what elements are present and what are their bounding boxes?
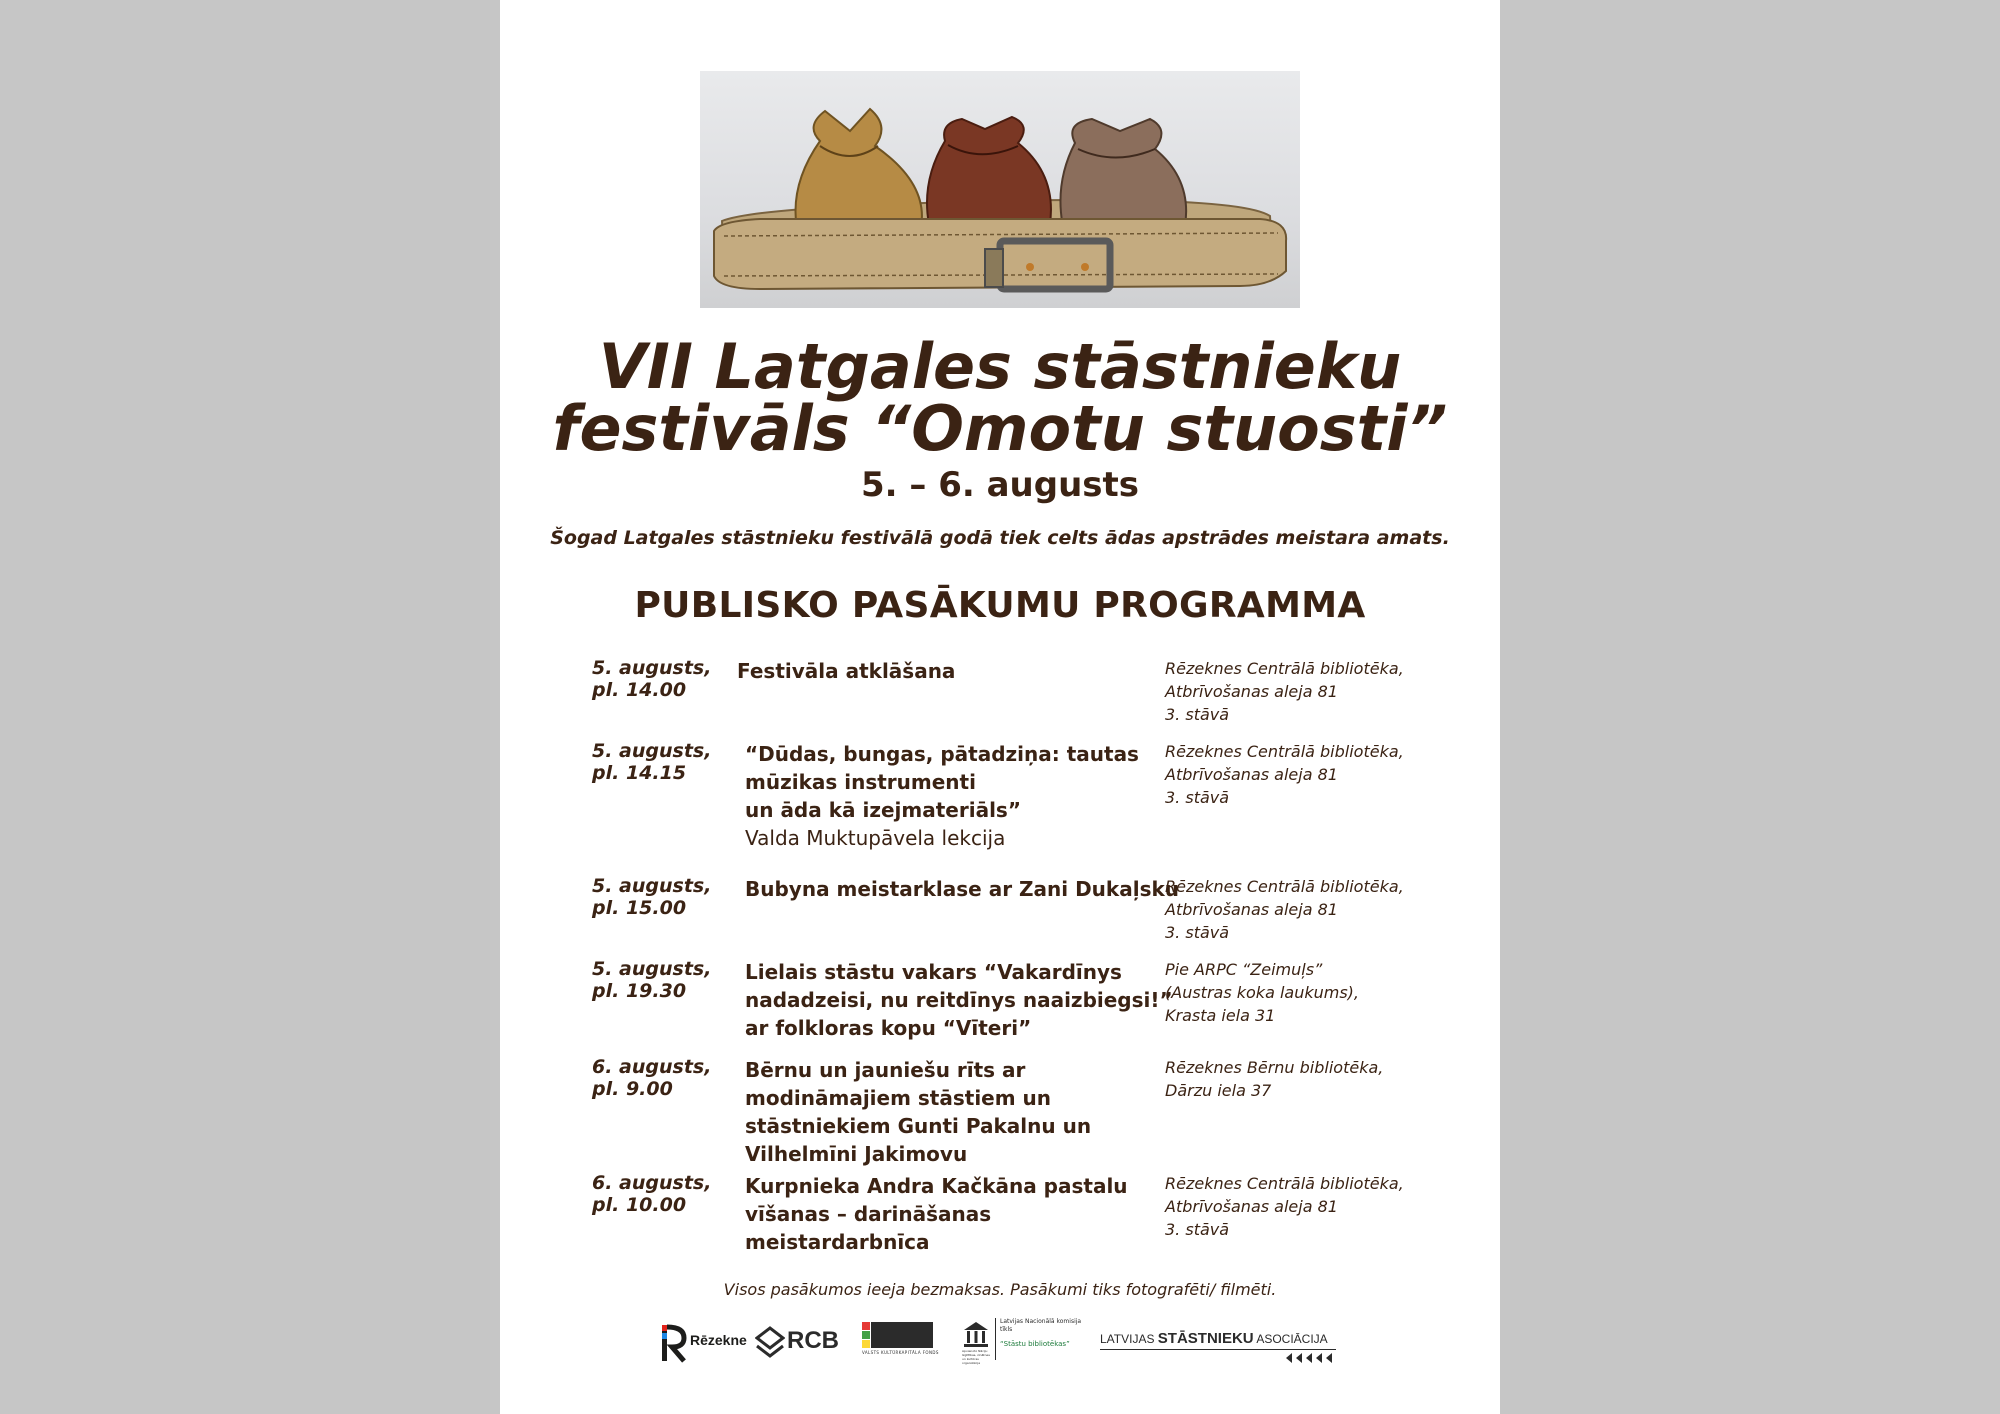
event-title-line: Bērnu un jauniešu rīts ar (745, 1058, 1026, 1082)
event-title (745, 958, 1173, 1042)
event-title (737, 657, 1137, 685)
rezekne-logo-text: Rēzekne (690, 1332, 747, 1348)
event-date-day: 5. augusts, (592, 657, 712, 679)
event-location-line: Atbrīvošanas aleja 81 (1165, 900, 1338, 919)
lsa-text-part: LATVIJAS (1100, 1332, 1158, 1346)
event-title (745, 1056, 1145, 1168)
rcb-logo-text: RCB (787, 1327, 839, 1354)
event-location-line: 3. stāvā (1165, 923, 1230, 942)
event-location-line: Rēzeknes Centrālā bibliotēka, (1165, 659, 1404, 678)
event-date-day: 6. augusts, (592, 1056, 712, 1078)
event-date (592, 1056, 712, 1100)
event-subtitle: Valda Muktupāvela lekcija (745, 826, 1006, 850)
event-date-day: 6. augusts, (592, 1172, 712, 1194)
event-title-line: nadadzeisi, nu reitdīnys naaizbiegsi!” (745, 988, 1173, 1012)
event-date-time: pl. 19.30 (592, 980, 687, 1002)
sponsor-logos (500, 1318, 1500, 1368)
event-title-line: un āda kā izejmateriāls” (745, 798, 1021, 822)
event-location-line: Dārzu iela 37 (1165, 1081, 1272, 1100)
event-location-line: Atbrīvošanas aleja 81 (1165, 1197, 1338, 1216)
unesco-logo (962, 1318, 1082, 1368)
unesco-text-line: tīkls (1000, 1326, 1013, 1333)
lsa-text-part: STĀSTNIEKU (1157, 1330, 1254, 1347)
event-date-day: 5. augusts, (592, 875, 712, 897)
unesco-text-line: “Stāstu bibliotēkas” (1000, 1340, 1070, 1348)
event-location-line: (Austras koka laukums), (1165, 983, 1359, 1002)
unesco-text-line: Latvijas Nacionālā komisija (1000, 1318, 1082, 1325)
event-location (1165, 958, 1465, 1027)
event-title-line: Festivāla atklāšana (737, 659, 956, 683)
rezekne-logo (660, 1318, 750, 1368)
event-location-line: Atbrīvošanas aleja 81 (1165, 765, 1338, 784)
unesco-temple-icon (962, 1320, 990, 1348)
unesco-org-text: Apvienoto Nāciju Izglītības, zinātnes un kultūras organizācija (962, 1349, 990, 1365)
event-title (745, 875, 1180, 903)
event-location-line: Rēzeknes Centrālā bibliotēka, (1165, 1174, 1404, 1193)
rezekne-r-icon (660, 1323, 690, 1363)
event-title-line: stāstniekiem Gunti Pakalnu un (745, 1114, 1092, 1138)
pouches-illustration (700, 71, 1300, 308)
rcb-logo (755, 1318, 850, 1368)
event-date (592, 1172, 712, 1216)
festival-title-line2: festivāls “Omotu stuosti” (552, 392, 1448, 465)
festival-title-line1: VII Latgales stāstnieku (598, 330, 1402, 403)
event-title-line: vīšanas – darināšanas (745, 1202, 992, 1226)
event-location-line: 3. stāvā (1165, 1220, 1230, 1239)
footer-note: Visos pasākumos ieeja bezmaksas. Pasākumi tiks fotografēti/ filmēti. (723, 1280, 1277, 1299)
event-location-line: Rēzeknes Centrālā bibliotēka, (1165, 742, 1404, 761)
festival-dates: 5. – 6. augusts (860, 465, 1140, 505)
event-location (1165, 1056, 1465, 1102)
event-location (1165, 740, 1465, 809)
lsa-logo (1100, 1318, 1340, 1368)
event-date-time: pl. 14.00 (592, 679, 687, 701)
program-heading: PUBLISKO PASĀKUMU PROGRAMMA (634, 585, 1366, 626)
event-title-line: Vilhelmīni Jakimovu (745, 1142, 968, 1166)
event-date (592, 875, 712, 919)
event-date-time: pl. 15.00 (592, 897, 687, 919)
event-title-line: Lielais stāstu vakars “Vakardīnys (745, 960, 1122, 984)
vkkf-logo (862, 1318, 937, 1368)
event-location (1165, 657, 1465, 726)
event-date-time: pl. 9.00 (592, 1078, 673, 1100)
event-location (1165, 1172, 1465, 1241)
event-date-time: pl. 14.15 (592, 762, 687, 784)
event-title-line: modināmajiem stāstiem un (745, 1086, 1052, 1110)
event-title-line: “Dūdas, bungas, pātadziņa: tautas (745, 742, 1139, 766)
vkkf-logo-text: VALSTS KULTŪRKAPITĀLA FONDS (862, 1350, 939, 1355)
event-date-day: 5. augusts, (592, 740, 712, 762)
event-location-line: Rēzeknes Bērnu bibliotēka, (1165, 1058, 1384, 1077)
event-title-line: Bubyna meistarklase ar Zani Dukaļsku (745, 877, 1180, 901)
event-location-line: 3. stāvā (1165, 788, 1230, 807)
leather-pouches-photo (700, 71, 1300, 308)
event-location-line: 3. stāvā (1165, 705, 1230, 724)
event-date (592, 740, 712, 784)
event-location-line: Atbrīvošanas aleja 81 (1165, 682, 1338, 701)
event-title-line: Kurpnieka Andra Kačkāna pastalu (745, 1174, 1128, 1198)
event-date-day: 5. augusts, (592, 958, 712, 980)
event-title-line: mūzikas instrumenti (745, 770, 976, 794)
rcb-book-icon (755, 1324, 785, 1364)
event-location-line: Krasta iela 31 (1165, 1006, 1276, 1025)
poster-page (500, 0, 1500, 1414)
event-location-line: Pie ARPC “Zeimuļs” (1165, 960, 1323, 979)
event-date (592, 657, 712, 701)
intro-text: Šogad Latgales stāstnieku festivālā godā tiek celts ādas apstrādes meistara amats. (550, 527, 1450, 549)
event-title-line: ar folkloras kopu “Vīteri” (745, 1016, 1032, 1040)
event-title-line: meistardarbnīca (745, 1230, 930, 1254)
event-date-time: pl. 10.00 (592, 1194, 687, 1216)
lsa-text-part: ASOCIĀCIJA (1253, 1332, 1328, 1346)
lsa-logo-text (1100, 1330, 1328, 1347)
event-title (745, 1172, 1145, 1256)
event-location-line: Rēzeknes Centrālā bibliotēka, (1165, 877, 1404, 896)
unesco-divider (995, 1318, 996, 1360)
event-title (745, 740, 1145, 852)
event-location (1165, 875, 1465, 944)
lsa-arrows-icon (1284, 1352, 1336, 1364)
lsa-underline (1100, 1349, 1336, 1350)
event-date (592, 958, 712, 1002)
